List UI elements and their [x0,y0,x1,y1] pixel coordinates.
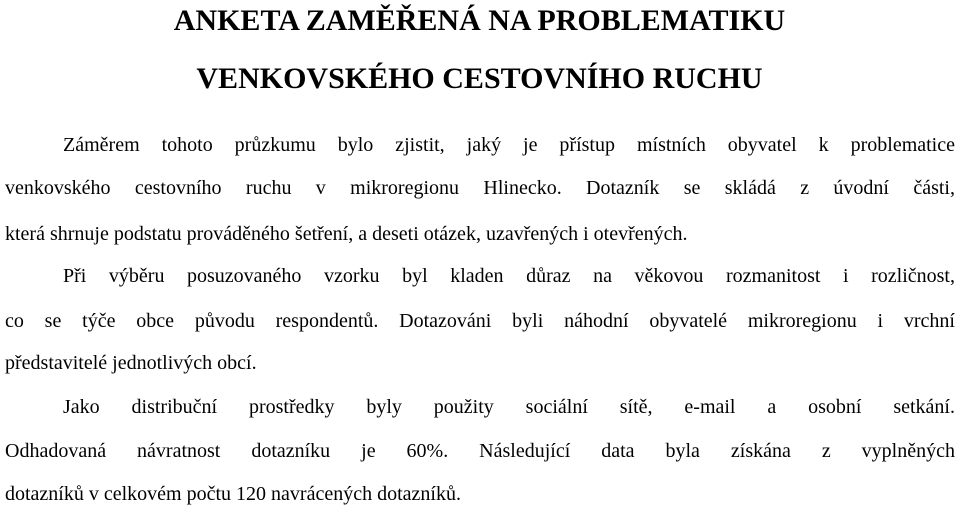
paragraph-2-line-1: Při výběru posuzovaného vzorku byl kladen důraz na věkovou rozmanitost i rozličnost, [63,265,955,287]
document-title-line-2: VENKOVSKÉHO CESTOVNÍHO RUCHU [196,62,763,95]
paragraph-2-line-3: představitelé jednotlivých obcí. [5,352,257,374]
paragraph-2-line-2: co se týče obce původu respondentů. Dotazováni byli náhodní obyvatelé mikroregionu i vrchní [5,310,955,332]
paragraph-3-line-2: Odhadovaná návratnost dotazníku je 60%. Následující data byla získána z vyplněných [5,440,955,462]
paragraph-1-line-2: venkovského cestovního ruchu v mikroregionu Hlinecko. Dotazník se skládá z úvodní části, [5,177,955,199]
paragraph-1-line-3: která shrnuje podstatu prováděného šetření, a deseti otázek, uzavřených i otevřených. [5,223,688,245]
paragraph-3-line-3: dotazníků v celkovém počtu 120 navrácených dotazníků. [5,483,461,505]
paragraph-3-line-1: Jako distribuční prostředky byly použity sociální sítě, e-mail a osobní setkání. [63,396,955,418]
paragraph-1-line-1: Záměrem tohoto průzkumu bylo zjistit, jaký je přístup místních obyvatel k problematice [63,134,955,156]
document-title-line-1: ANKETA ZAMĚŘENÁ NA PROBLEMATIKU [173,4,786,37]
